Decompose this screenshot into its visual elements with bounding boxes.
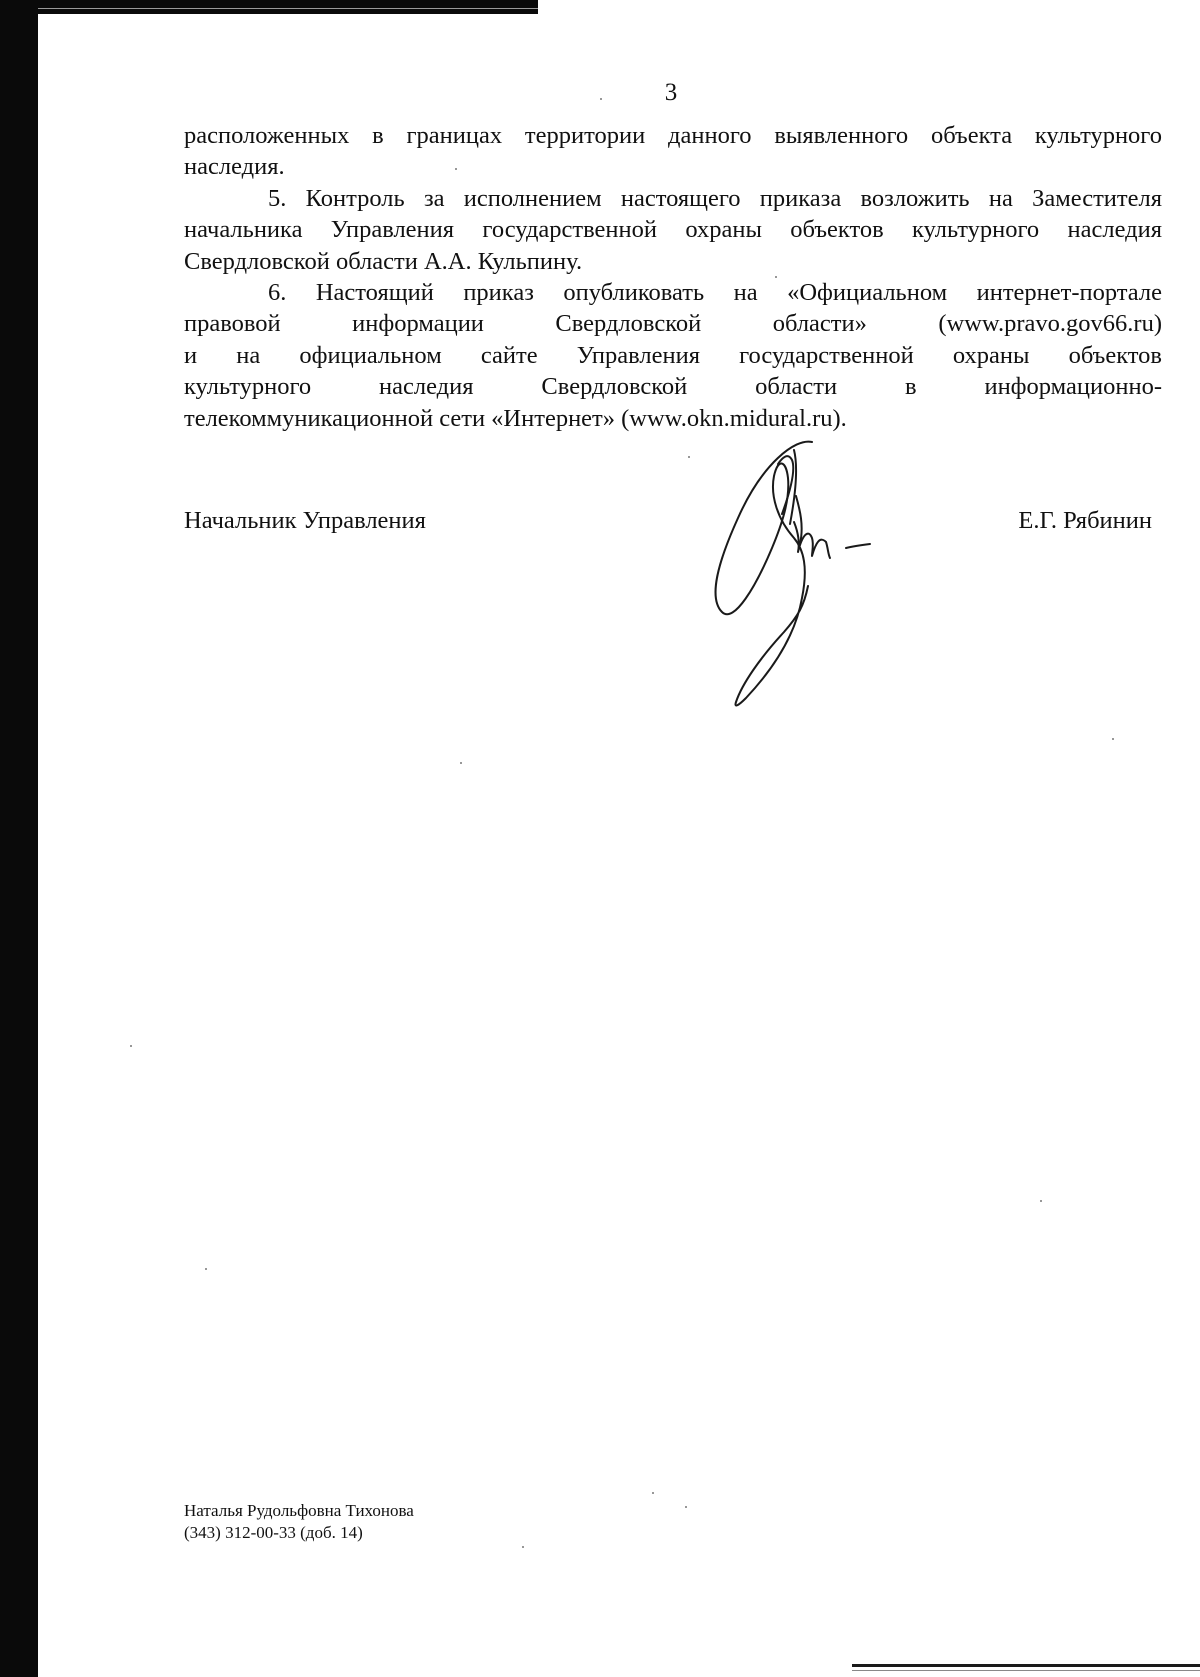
scan-speck — [130, 1045, 132, 1047]
signatory-position: Начальник Управления — [184, 507, 426, 534]
scan-speck — [652, 1492, 654, 1494]
scan-line-bottom — [852, 1664, 1200, 1667]
scan-speck — [205, 1268, 207, 1270]
signatory-name: Е.Г. Рябинин — [1018, 507, 1152, 534]
scan-border-top — [38, 0, 538, 14]
handwritten-signature — [700, 436, 910, 716]
scan-speck — [688, 456, 690, 458]
text-line: расположенных в границах территории данного выявленного объекта культурного — [184, 122, 1162, 149]
scan-speck — [1040, 1200, 1042, 1202]
scan-speck — [455, 168, 457, 170]
text-line: начальника Управления государственной охраны объектов культурного наследия — [184, 216, 1162, 244]
text-line: культурного наследия Свердловской области в информационно- — [184, 373, 1162, 401]
paragraph-5 — [184, 183, 1162, 277]
document-body — [184, 120, 1162, 434]
executor-phone: (343) 312-00-33 (доб. 14) — [184, 1523, 363, 1542]
page-number-container — [0, 78, 1200, 108]
executor-info — [184, 1500, 414, 1544]
scan-speck — [685, 1506, 687, 1508]
scan-speck — [522, 1546, 524, 1548]
page-number: 3 — [664, 79, 678, 106]
scan-speck — [775, 276, 777, 278]
text-line: и на официальном сайте Управления государственной охраны объектов — [184, 341, 1162, 369]
scan-line-bottom-secondary — [852, 1670, 1200, 1671]
text-line: 5. Контроль за исполнением настоящего приказа возложить на Заместителя — [268, 184, 1162, 212]
scan-speck — [460, 762, 462, 764]
text-line: телекоммуникационной сети «Интернет» (www.okn.midural.ru). — [184, 404, 847, 432]
text-line: правовой информации Свердловской области» (www.pravo.gov66.ru) — [184, 310, 1162, 338]
scan-line-top — [38, 8, 538, 9]
executor-name: Наталья Рудольфовна Тихонова — [184, 1501, 414, 1520]
paragraph-6 — [184, 277, 1162, 434]
scan-speck — [1112, 738, 1114, 740]
signature-block — [184, 505, 1152, 539]
scan-speck — [600, 98, 602, 100]
scan-border-left — [0, 0, 38, 1677]
text-line: 6. Настоящий приказ опубликовать на «Официальном интернет-портале — [268, 279, 1162, 307]
paragraph-continuation — [184, 120, 1162, 183]
text-line: наследия. — [184, 153, 285, 181]
text-line: Свердловской области А.А. Кульпину. — [184, 247, 583, 275]
